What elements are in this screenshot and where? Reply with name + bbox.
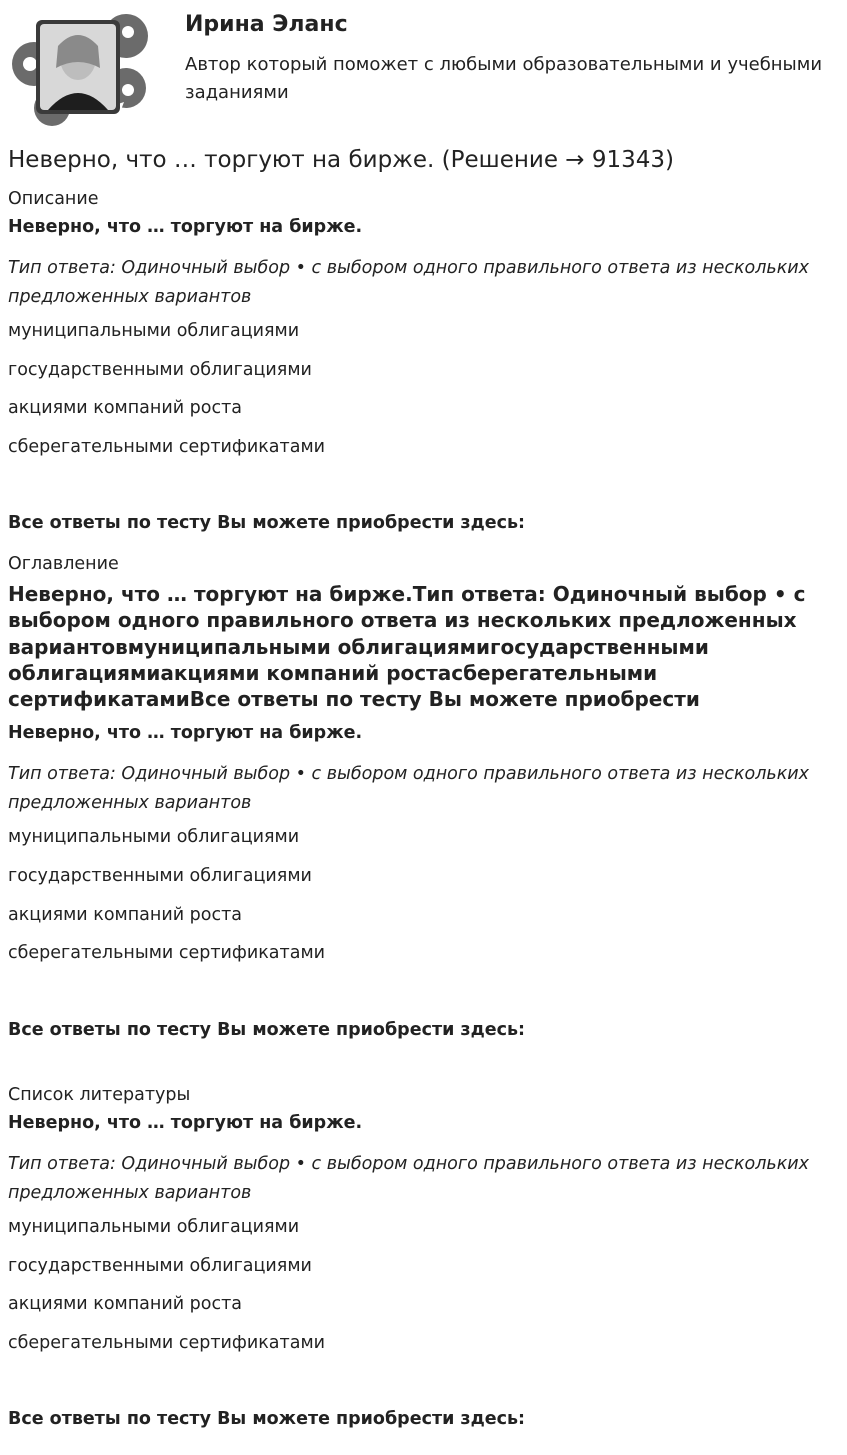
answer-type: Тип ответа: Одиночный выбор • с выбором одного правильного ответа из нескольких предложенных вариантов (8, 258, 810, 307)
answer-option: сберегательными сертификатами (8, 943, 326, 964)
buy-answers-text: Все ответы по тесту Вы можете приобрести здесь: (8, 1019, 526, 1040)
author-header (0, 0, 847, 135)
question-title: Неверно, что … торгуют на бирже. (8, 723, 363, 744)
author-avatar-icon (8, 6, 150, 128)
literature-section (8, 1084, 838, 1446)
section-label-description: Описание (8, 189, 99, 209)
answer-type: Тип ответа: Одиночный выбор • с выбором одного правильного ответа из нескольких предложенных вариантов (8, 764, 810, 813)
answer-option: муниципальными облигациями (8, 321, 300, 341)
section-label-toc: Оглавление (8, 554, 119, 574)
buy-answers-text: Все ответы по тесту Вы можете приобрести здесь: (8, 1409, 526, 1430)
description-section (8, 188, 838, 550)
author-description: Автор который поможет с любыми образовательными и учебными заданиями (185, 54, 823, 103)
answer-option: муниципальными облигациями (8, 1217, 300, 1237)
answer-option: акциями компаний роста (8, 904, 242, 925)
answer-option: акциями компаний роста (8, 1294, 242, 1315)
answer-option: акциями компаний роста (8, 398, 242, 419)
answer-option: муниципальными облигациями (8, 827, 300, 848)
question-title: Неверно, что … торгуют на бирже. (8, 1113, 363, 1133)
answer-option: государственными облигациями (8, 866, 312, 887)
answer-option: государственными облигациями (8, 359, 312, 380)
answer-option: сберегательными сертификатами (8, 436, 326, 457)
answer-option: сберегательными сертификатами (8, 1332, 326, 1353)
question-title: Неверно, что … торгуют на бирже. (8, 217, 363, 237)
toc-heading: Неверно, что … торгуют на бирже.Тип ответа: Одиночный выбор • с выбором одного правильного ответа из нескольких предложенных вариантовмуниципальными облигациямигосударственными облигациямиакциями компаний ростасберегательными сертификатамиВсе ответы по тесту Вы можете приобрести (8, 582, 806, 712)
section-label-literature: Список литературы (8, 1085, 191, 1105)
answer-option: государственными облигациями (8, 1255, 312, 1276)
buy-answers-text: Все ответы по тесту Вы можете приобрести здесь: (8, 513, 526, 534)
author-name: Ирина Эланс (185, 12, 348, 37)
page-title: Неверно, что … торгуют на бирже. (Решение → 91343) (8, 147, 675, 173)
toc-section (8, 553, 838, 1057)
answer-type: Тип ответа: Одиночный выбор • с выбором одного правильного ответа из нескольких предложенных вариантов (8, 1154, 810, 1203)
